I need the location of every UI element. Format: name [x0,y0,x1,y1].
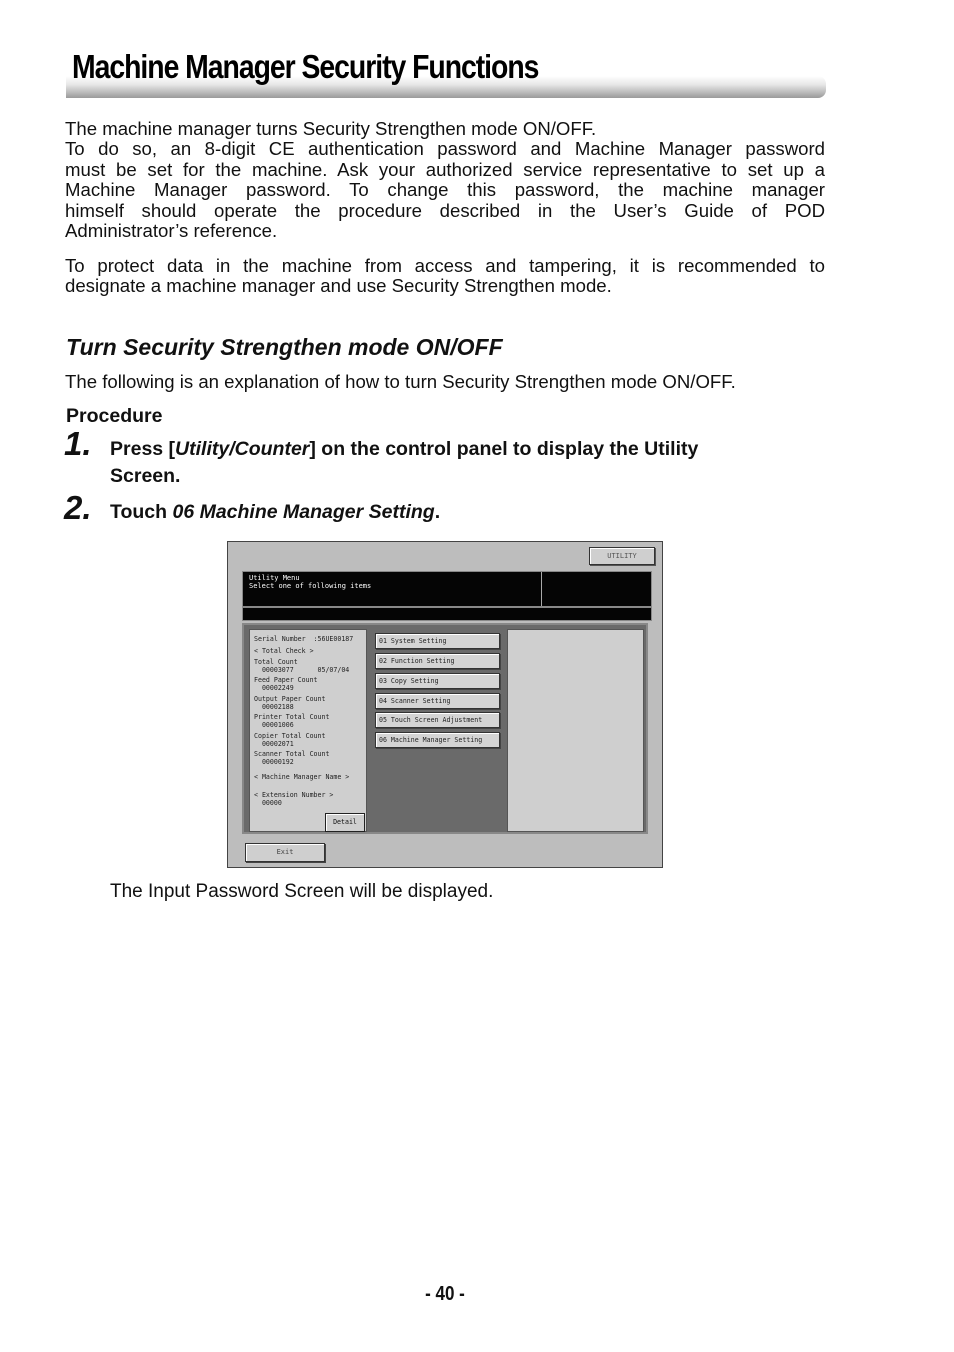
utility-top-button[interactable]: UTILITY [589,547,655,565]
screen-status-bar [242,607,652,621]
step-text-part: Touch [110,501,173,523]
result-text: The Input Password Screen will be displayed. [110,881,494,902]
step-1-text [110,436,830,490]
menu-item-function-setting[interactable]: 02 Function Setting [375,653,500,669]
info-line: < Machine Manager Name > [254,773,350,781]
step-key-name: 06 Machine Manager Setting [172,501,435,523]
step-text-part: ] on the control panel to display the Utility [309,438,699,460]
step-number: 2. [64,489,92,526]
intro-line: The machine manager turns Security Strengthen mode ON/OFF. [65,118,597,139]
screen-body [242,623,648,834]
intro-line: Administrator’s reference. [65,220,278,242]
info-line: Copier Total Count [254,732,326,740]
protect-paragraph [65,256,825,297]
menu-item-machine-manager-setting[interactable]: 06 Machine Manager Setting [375,732,500,748]
info-line: 00000 [254,799,282,807]
intro-line: Machine Manager password. To change this password, the machine manager [65,179,825,201]
procedure-label: Procedure [66,405,163,427]
section-title: Turn Security Strengthen mode ON/OFF [66,334,503,360]
page-title: Machine Manager Security Functions [72,48,539,85]
info-line: 00000192 [254,758,294,766]
page-number: - 40 - [425,1283,465,1305]
info-line: < Total Check > [254,647,314,655]
step-key-name: Utility/Counter [175,438,310,460]
menu-item-copy-setting[interactable]: 03 Copy Setting [375,673,500,689]
menu-item-system-setting[interactable]: 01 System Setting [375,633,500,649]
screen-header-title: Utility Menu [249,574,300,582]
step-text-part: Press [ [110,438,176,460]
blank-right-panel [507,629,644,832]
detail-button[interactable]: Detail [325,813,365,832]
info-line: 00002188 [254,703,294,711]
exit-button[interactable]: Exit [245,843,325,862]
info-line: 00001006 [254,721,294,729]
counter-info-panel [249,629,367,832]
title-banner [66,44,826,100]
step-number: 1. [64,425,92,462]
intro-line: To do so, an 8-digit CE authentication password and Machine Manager password [65,138,825,160]
menu-item-scanner-setting[interactable]: 04 Scanner Setting [375,693,500,709]
menu-item-touch-screen-adjustment[interactable]: 05 Touch Screen Adjustment [375,712,500,728]
info-line: Serial Number :56UE00187 [254,635,354,643]
info-line: 00002249 [254,684,294,692]
screen-header-subtitle: Select one of following items [249,582,372,590]
intro-line: must be set for the machine. Ask your authorized service representative to set up a [65,158,825,180]
protect-line: designate a machine manager and use Security Strengthen mode. [65,275,612,297]
info-line: Scanner Total Count [254,750,330,758]
step-text-part: . [434,501,441,523]
step-2-text [110,499,830,526]
info-line: Output Paper Count [254,695,326,703]
intro-paragraph [65,119,825,241]
utility-menu-screenshot [227,541,663,868]
info-line: 00003077 05/07/04 [254,666,350,674]
intro-line: himself should operate the procedure described in the User’s Guide of POD [65,199,825,221]
header-divider [541,572,542,606]
screen-message-area [242,571,652,607]
info-line: Feed Paper Count [254,676,318,684]
section-intro: The following is an explanation of how to turn Security Strengthen mode ON/OFF. [65,371,736,392]
step-text-part: Screen. [110,465,181,487]
protect-line: To protect data in the machine from access and tampering, it is recommended to [65,255,825,276]
info-line: < Extension Number > [254,791,334,799]
info-line: Printer Total Count [254,713,330,721]
info-line: Total Count [254,658,298,666]
info-line: 00002071 [254,740,294,748]
